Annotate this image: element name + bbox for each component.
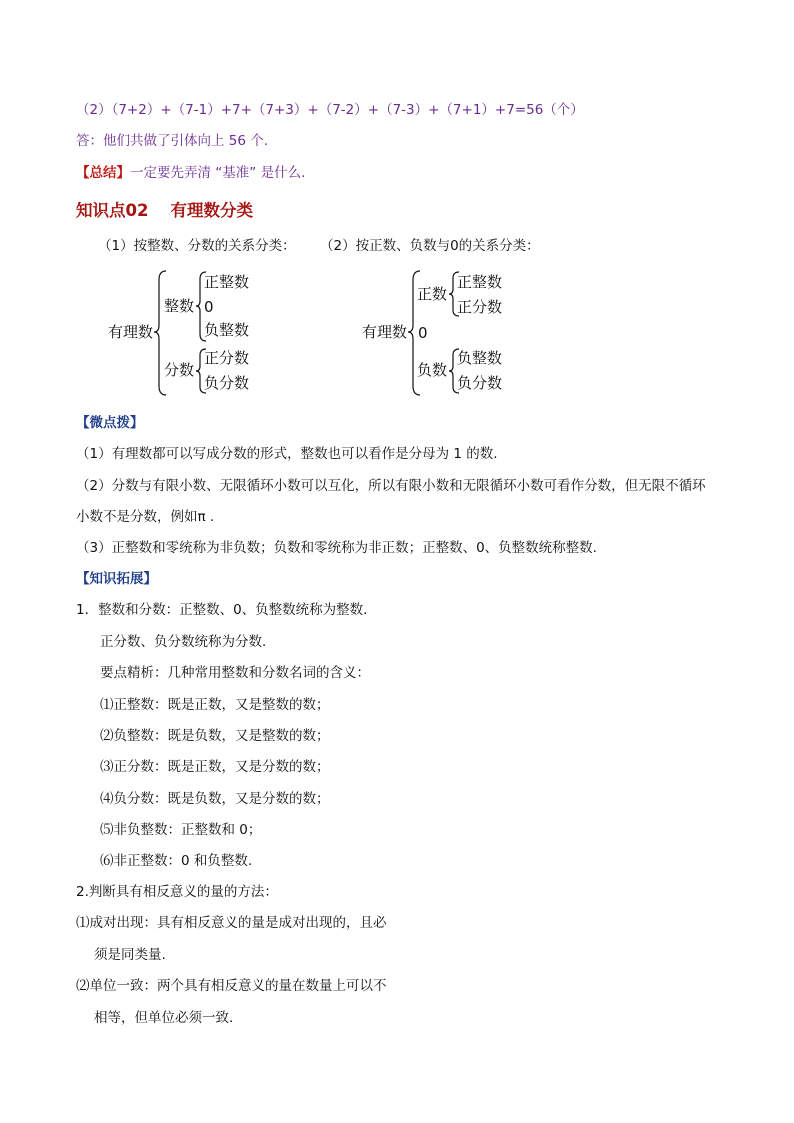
summary-text: 一定要先弄清 “基准” 是什么. xyxy=(130,165,306,181)
tip-point-1: （1）有理数都可以写成分数的形式，整数也可以看作是分母为 1 的数. xyxy=(76,446,498,462)
knowledge-point-heading xyxy=(76,200,275,222)
extension-item-1: ⑴正整数：既是正数，又是整数的数； xyxy=(100,697,330,713)
tree1-positive-fraction: 正分数 xyxy=(204,349,250,367)
tree2-positive: 正数 xyxy=(417,285,448,303)
extension-item-5: ⑸非负整数：正整数和 0； xyxy=(100,822,262,838)
tree2-zero: 0 xyxy=(418,324,428,342)
extension-line-7: ⑵单位一致：两个具有相反意义的量在数量上可以不 xyxy=(76,978,387,994)
tree1-integer: 整数 xyxy=(164,297,195,315)
knowledge-point-label: 知识点02 xyxy=(76,201,149,220)
extension-item-2: ⑵负整数：既是负数，又是整数的数； xyxy=(100,728,330,744)
tree1-positive-integer: 正整数 xyxy=(204,273,250,291)
tree1-negative-integer: 负整数 xyxy=(204,321,250,339)
tree2-root: 有理数 xyxy=(362,323,408,341)
extension-item-4: ⑷负分数：既是负数，又是分数的数； xyxy=(100,791,330,807)
extension-item-3: ⑶正分数：既是正数，又是分数的数； xyxy=(100,759,330,775)
extension-line-8: 相等，但单位必须一致. xyxy=(94,1010,234,1026)
tree2-negative: 负数 xyxy=(417,361,448,379)
extension-item-6: ⑹非正整数：0 和负整数. xyxy=(100,853,253,869)
extension-line-5: ⑴成对出现：具有相反意义的量是成对出现的，且必 xyxy=(76,915,387,931)
knowledge-point-title: 有理数分类 xyxy=(170,201,253,220)
tip-point-3: （3）正整数和零统称为非负数；负数和零统称为非正数；正整数、0、负整数统称整数. xyxy=(76,540,597,556)
summary-tag: 【总结】 xyxy=(76,165,130,181)
extension-line-3: 要点精析：几种常用整数和分数名词的含义： xyxy=(100,665,370,681)
classification-1-title: （1）按整数、分数的关系分类： xyxy=(98,238,296,254)
extension-line-2: 正分数、负分数统称为分数. xyxy=(100,634,267,650)
tip-point-2-line-1: （2）分数与有限小数、无限循环小数可以互化，所以有限小数和无限循环小数可看作分数，但无限不循环 xyxy=(76,478,706,494)
tree1-root: 有理数 xyxy=(108,323,154,341)
extension-line-4: 2.判断具有相反意义的量的方法： xyxy=(76,884,278,900)
tip-title: 【微点拨】 xyxy=(76,415,144,431)
tree2-positive-fraction: 正分数 xyxy=(457,298,503,316)
tree1-negative-fraction: 负分数 xyxy=(204,374,250,392)
equation-line: （2）（7+2）+（7-1）+7+（7+3）+（7-2）+（7-3）+（7+1）+7=56（个） xyxy=(76,102,584,118)
tree2-negative-integer: 负整数 xyxy=(457,349,503,367)
answer-line: 答：他们共做了引体向上 56 个. xyxy=(76,133,269,149)
extension-line-6: 须是同类量. xyxy=(94,947,166,963)
extension-line-1: 1．整数和分数：正整数、0、负整数统称为整数. xyxy=(76,602,368,618)
tree1-fraction: 分数 xyxy=(164,361,195,379)
extension-title: 【知识拓展】 xyxy=(76,571,157,587)
classification-2-title: （2）按正数、负数与0的关系分类： xyxy=(320,238,540,254)
tree2-negative-fraction: 负分数 xyxy=(457,374,503,392)
tip-point-2-line-2: 小数不是分数，例如π . xyxy=(76,509,215,525)
summary-line xyxy=(76,164,305,182)
tree2-positive-integer: 正整数 xyxy=(457,273,503,291)
tree1-zero: 0 xyxy=(204,298,214,316)
